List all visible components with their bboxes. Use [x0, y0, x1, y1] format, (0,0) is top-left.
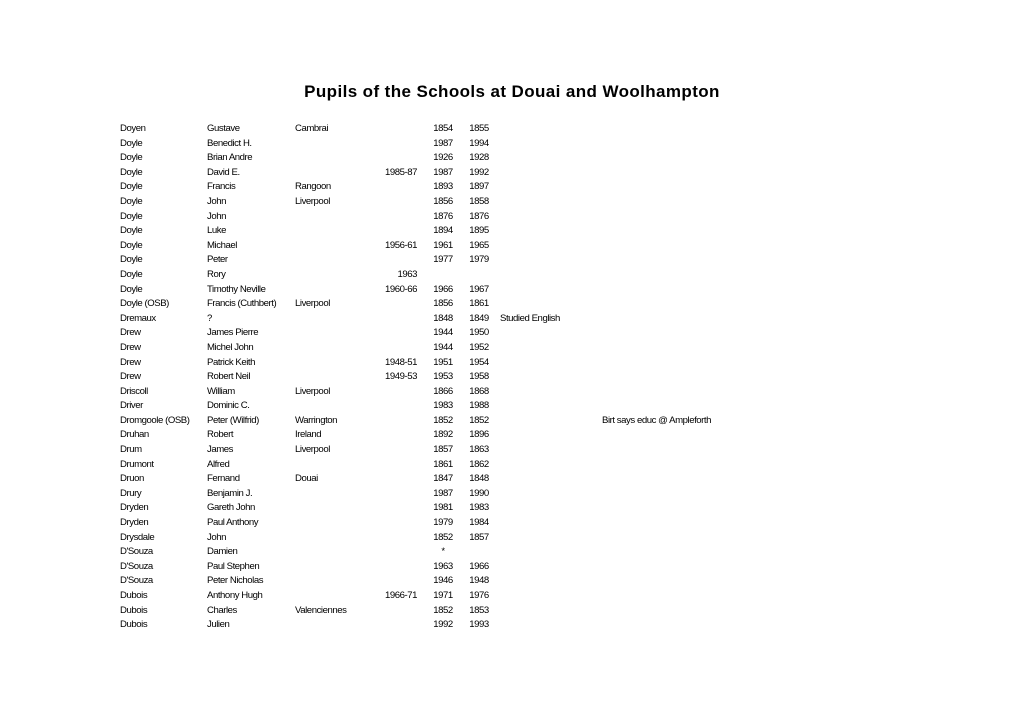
pupil-surname: Doyen: [120, 123, 146, 134]
pupil-end: 1988: [469, 400, 489, 412]
pupil-surname: Drysdale: [120, 531, 155, 543]
pupil-years: 1963: [397, 268, 417, 280]
pupil-surname: Dremaux: [120, 312, 156, 324]
pupil-forename: Dominic C.: [207, 400, 250, 412]
pupil-forename: Damien: [207, 546, 238, 558]
pupil-forename: John: [207, 531, 227, 543]
pupil-surname: Dubois: [120, 619, 148, 631]
pupil-end: 1855: [469, 123, 489, 134]
pupil-end: 1852: [469, 414, 489, 426]
pupil-surname: D'Souza: [120, 546, 153, 558]
pupil-forename: Fernand: [207, 473, 240, 485]
pupil-surname: Dromgoole (OSB): [120, 414, 190, 426]
pupil-forename: James: [207, 444, 234, 456]
pupil-end: 1861: [469, 298, 489, 310]
pupil-start: 1926: [433, 152, 453, 164]
pupil-surname: Dubois: [120, 604, 148, 616]
pupil-place: Liverpool: [295, 385, 330, 397]
pupil-surname: Drumont: [120, 458, 154, 470]
pupil-start: 1852: [433, 414, 453, 426]
pupil-forename: John: [207, 210, 227, 222]
pupil-surname: Drew: [120, 356, 141, 368]
pupil-end: 1994: [469, 137, 489, 149]
pupil-place: Liverpool: [295, 298, 330, 310]
pupil-end: 1868: [469, 385, 489, 397]
pupil-forename: Paul Anthony: [207, 517, 259, 529]
pupil-forename: Peter Nicholas: [207, 575, 264, 587]
page-title: Pupils of the Schools at Douai and Woolhampton: [304, 82, 720, 101]
pupil-forename: Charles: [207, 604, 237, 616]
pupil-note2: Birt says educ @ Ampleforth: [602, 414, 712, 426]
pupil-surname: Driver: [120, 400, 143, 412]
pupil-end: 1876: [469, 210, 489, 222]
pupil-start: *: [441, 546, 445, 558]
pupil-forename: Robert: [207, 429, 234, 441]
pupil-surname: Doyle: [120, 225, 143, 237]
pupil-start: 1987: [433, 166, 453, 178]
pupil-forename: Michael: [207, 239, 237, 251]
pupil-end: 1958: [469, 371, 489, 383]
pupil-surname: Driscoll: [120, 385, 148, 397]
pupil-end: 1954: [469, 356, 489, 368]
pupil-surname: Drew: [120, 341, 141, 353]
pupil-start: 1981: [433, 502, 453, 514]
pupil-forename: Michel John: [207, 341, 254, 353]
pupil-start: 1944: [433, 341, 453, 353]
pupil-end: 1990: [469, 487, 489, 499]
pupil-start: 1852: [433, 531, 453, 543]
pupil-surname: Doyle: [120, 283, 143, 295]
pupil-years: 1966-71: [384, 590, 417, 601]
pupil-start: 1977: [433, 254, 453, 266]
pupil-end: 1857: [469, 531, 489, 543]
pupil-start: 1852: [433, 604, 453, 616]
pupil-forename: James Pierre: [207, 327, 259, 339]
pupil-end: 1897: [469, 181, 489, 193]
pupil-start: 1992: [433, 619, 453, 631]
pupil-start: 1857: [433, 444, 453, 456]
pupil-forename: Rory: [207, 268, 226, 280]
pupil-end: 1979: [469, 254, 489, 266]
pupil-years: 1956-61: [384, 239, 417, 251]
pupil-place: Warrington: [295, 414, 338, 426]
pupil-forename: David E.: [207, 166, 240, 178]
pupil-forename: John: [207, 195, 227, 207]
pupil-surname: D'Souza: [120, 575, 153, 587]
pupil-forename: Patrick Keith: [207, 356, 256, 368]
pupil-end: 1983: [469, 502, 489, 514]
pupil-start: 1894: [433, 225, 453, 237]
pupil-forename: Gustave: [207, 123, 240, 134]
pupil-start: 1987: [433, 137, 453, 149]
pupil-start: 1892: [433, 429, 453, 441]
pupil-note: Studied English: [500, 312, 560, 324]
pupil-start: 1979: [433, 517, 453, 529]
pupil-end: 1976: [469, 590, 489, 601]
pupil-end: 1984: [469, 517, 489, 529]
pupil-forename: Timothy Neville: [207, 283, 266, 295]
pupil-forename: Robert Neil: [207, 371, 251, 383]
pupil-surname: Doyle: [120, 268, 143, 280]
pupil-surname: Druon: [120, 473, 144, 485]
pupil-surname: Drury: [120, 487, 142, 499]
pupil-surname: Drum: [120, 444, 142, 456]
pupil-forename: Brian Andre: [207, 152, 253, 164]
pupil-surname: Doyle: [120, 181, 143, 193]
pupil-years: 1960-66: [384, 283, 417, 295]
pupil-years: 1948-51: [384, 356, 417, 368]
pupil-end: 1965: [469, 239, 489, 251]
pupil-years: 1985-87: [384, 166, 417, 178]
pupil-forename: Anthony Hugh: [207, 590, 263, 601]
pupil-forename: Benedict H.: [207, 137, 252, 149]
pupil-end: 1862: [469, 458, 489, 470]
pupil-forename: Alfred: [207, 458, 230, 470]
pupil-start: 1961: [433, 239, 453, 251]
pupil-start: 1951: [433, 356, 453, 368]
pupil-surname: Doyle (OSB): [120, 298, 169, 310]
pupil-start: 1963: [433, 560, 453, 572]
pupil-start: 1856: [433, 195, 453, 207]
pupil-end: 1948: [469, 575, 489, 587]
pupil-surname: Dubois: [120, 590, 148, 601]
pupil-start: 1946: [433, 575, 453, 587]
pupil-start: 1966: [433, 283, 453, 295]
pupil-place: Liverpool: [295, 444, 330, 456]
pupil-surname: Doyle: [120, 137, 143, 149]
pupil-surname: D'Souza: [120, 560, 153, 572]
pupil-forename: Luke: [207, 225, 227, 237]
pupil-end: 1848: [469, 473, 489, 485]
pupil-end: 1928: [469, 152, 489, 164]
pupil-start: 1971: [433, 590, 453, 601]
pupil-surname: Drew: [120, 371, 141, 383]
pupil-years: 1949-53: [384, 371, 417, 383]
pupil-end: 1863: [469, 444, 489, 456]
pupil-forename: Benjamin J.: [207, 487, 253, 499]
pupil-forename: Francis: [207, 181, 236, 193]
pupil-end: 1895: [469, 225, 489, 237]
pupil-surname: Druhan: [120, 429, 149, 441]
pupil-forename: ?: [207, 312, 212, 324]
pupil-end: 1966: [469, 560, 489, 572]
pupil-end: 1896: [469, 429, 489, 441]
pupil-forename: Francis (Cuthbert): [207, 298, 277, 310]
pupil-place: Douai: [295, 473, 318, 485]
pupil-start: 1893: [433, 181, 453, 193]
pupil-start: 1983: [433, 400, 453, 412]
pupil-end: 1849: [469, 312, 489, 324]
pupil-surname: Doyle: [120, 254, 143, 266]
pupil-place: Valenciennes: [295, 604, 347, 616]
pupil-surname: Doyle: [120, 195, 143, 207]
pupil-surname: Dryden: [120, 517, 149, 529]
pupil-place: Liverpool: [295, 195, 330, 207]
pupil-forename: Peter (Wilfrid): [207, 414, 259, 426]
pupil-surname: Doyle: [120, 239, 143, 251]
pupil-forename: Gareth John: [207, 502, 255, 514]
pupil-surname: Drew: [120, 327, 141, 339]
pupil-end: 1853: [469, 604, 489, 616]
pupil-end: 1993: [469, 619, 489, 631]
pupil-end: 1967: [469, 283, 489, 295]
pupil-end: 1952: [469, 341, 489, 353]
pupil-start: 1861: [433, 458, 453, 470]
pupil-forename: William: [207, 385, 235, 397]
pupil-end: 1858: [469, 195, 489, 207]
pupil-place: Ireland: [295, 429, 322, 441]
pupil-start: 1854: [433, 123, 453, 134]
pupil-surname: Dryden: [120, 502, 149, 514]
pupil-forename: Peter: [207, 254, 228, 266]
pupil-forename: Julien: [207, 619, 230, 631]
pupil-place: Rangoon: [295, 181, 331, 193]
pupil-start: 1953: [433, 371, 453, 383]
pupil-forename: Paul Stephen: [207, 560, 260, 572]
pupil-start: 1866: [433, 385, 453, 397]
pupil-surname: Doyle: [120, 152, 143, 164]
pupil-start: 1944: [433, 327, 453, 339]
pupil-start: 1856: [433, 298, 453, 310]
pupil-start: 1848: [433, 312, 453, 324]
pupil-start: 1987: [433, 487, 453, 499]
pupil-end: 1950: [469, 327, 489, 339]
pupil-surname: Doyle: [120, 210, 143, 222]
pupil-place: Cambrai: [295, 123, 329, 134]
pupil-start: 1847: [433, 473, 453, 485]
pupil-surname: Doyle: [120, 166, 143, 178]
pupil-end: 1992: [469, 166, 489, 178]
pupil-start: 1876: [433, 210, 453, 222]
